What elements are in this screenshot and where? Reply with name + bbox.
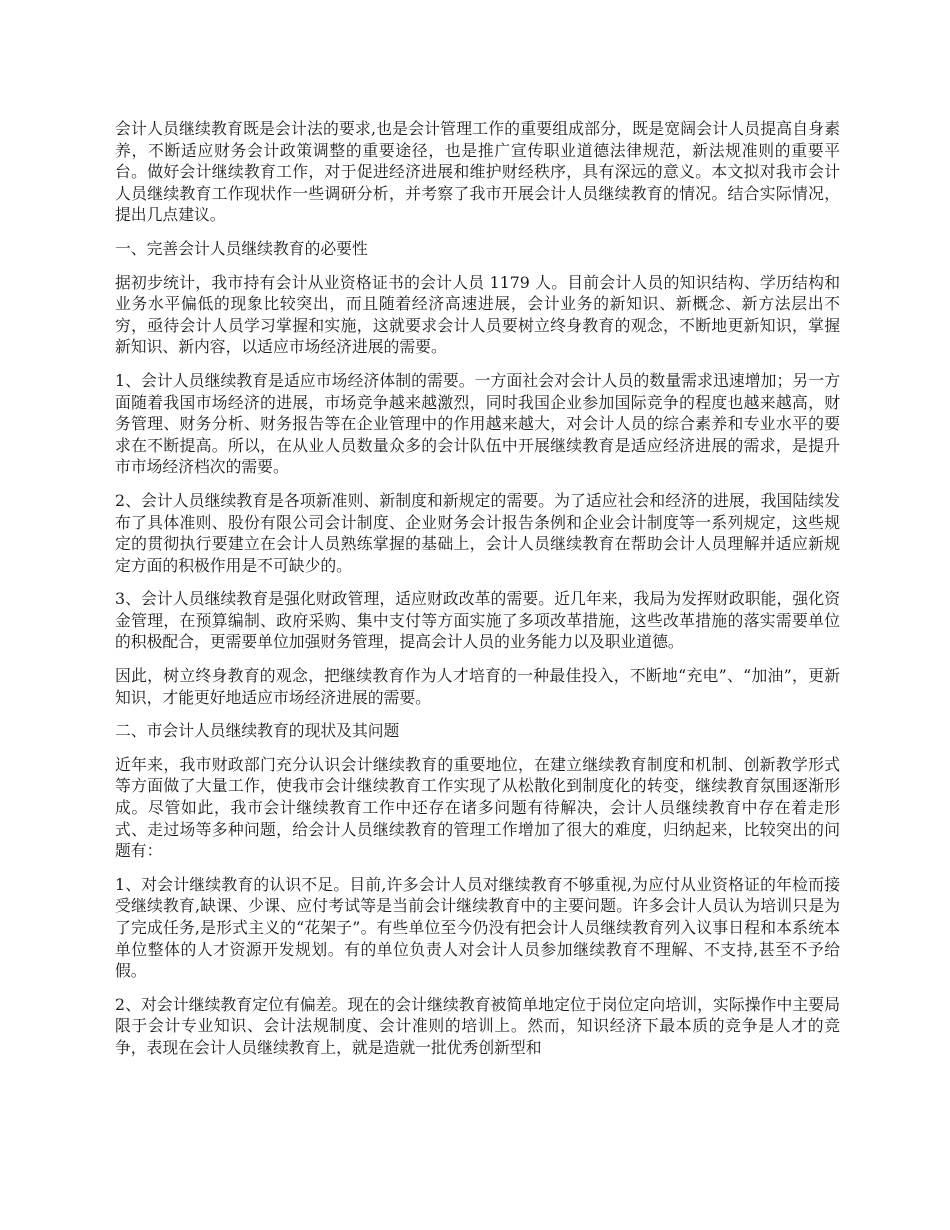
point-3-paragraph: 3、会计人员继续教育是强化财政管理，适应财政改革的需要。近几年来，我局为发挥财政职能，强化资金管理，在预算编制、政府采购、集中支付等方面实施了多项改革措施，这些改革措施的落实需要单位的积极配合，更需要单位加强财务管理，提高会计人员的业务能力以及职业道德。 xyxy=(115,589,840,652)
point-1-paragraph: 1、会计人员继续教育是适应市场经济体制的需要。一方面社会对会计人员的数量需求迅速增加；另一方面随着我国市场经济的进展，市场竞争越来越激烈，同时我国企业参加国际竞争的程度也越来越高，财务管理、财务分析、财务报告等在企业管理中的作用越来越大，对会计人员的综合素养和专业水平的要求在不断提高。所以，在从业人员数量众多的会计队伍中开展继续教育是适应经济进展的需求，是提升市市场经济档次的需要。 xyxy=(115,370,840,477)
section-heading-2: 二、市会计人员继续教育的现状及其问题 xyxy=(115,721,400,741)
status-paragraph: 近年来，我市财政部门充分认识会计继续教育的重要地位，在建立继续教育制度和机制、创新教学形式等方面做了大量工作，使我市会计继续教育工作实现了从松散化到制度化的转变，继续教育氛围逐渐形成。尽管如此，我市会计继续教育工作中还存在诸多问题有待解决，会计人员继续教育中存在着走形式、走过场等多种问题，给会计人员继续教育的管理工作增加了很大的难度，归纳起来，比较突出的问题有： xyxy=(115,754,840,861)
problem-1-paragraph: 1、对会计继续教育的认识不足。目前,许多会计人员对继续教育不够重视,为应付从业资格证的年检而接受继续教育,缺课、少课、应付考试等是当前会计继续教育中的主要问题。许多会计人员认为培训只是为了完成任务,是形式主义的“花架子”。有些单位至今仍没有把会计人员继续教育列入议事日程和本系统本单位整体的人才资源开发规划。有的单位负责人对会计人员参加继续教育不理解、不支持,甚至不予给假。 xyxy=(115,874,840,981)
problem-2-paragraph: 2、对会计继续教育定位有偏差。现在的会计继续教育被简单地定位于岗位定向培训，实际操作中主要局限于会计专业知识、会计法规制度、会计准则的培训上。然而，知识经济下最本质的竞争是人才的竞争，表现在会计人员继续教育上，就是造就一批优秀创新型和 xyxy=(115,994,840,1057)
document-body xyxy=(115,118,840,1071)
section-heading-1: 一、完善会计人员继续教育的必要性 xyxy=(115,238,368,258)
conclusion-paragraph: 因此，树立终身教育的观念，把继续教育作为人才培育的一种最佳投入，不断地“充电”、“加油”，更新知识，才能更好地适应市场经济进展的需要。 xyxy=(115,666,840,707)
point-2-paragraph: 2、会计人员继续教育是各项新准则、新制度和新规定的需要。为了适应社会和经济的进展，我国陆续发布了具体准则、股份有限公司会计制度、企业财务会计报告条例和企业会计制度等一系列规定，这些规定的贯彻执行要建立在会计人员熟练掌握的基础上，会计人员继续教育在帮助会计人员理解并适应新规定方面的积极作用是不可缺少的。 xyxy=(115,490,840,575)
intro-paragraph: 会计人员继续教育既是会计法的要求,也是会计管理工作的重要组成部分，既是宽阔会计人员提高自身素养，不断适应财务会计政策调整的重要途径，也是推广宣传职业道德法律规范，新法规准则的重要平台。做好会计继续教育工作，对于促进经济进展和维护财经秩序，具有深远的意义。本文拟对我市会计人员继续教育工作现状作一些调研分析，并考察了我市开展会计人员继续教育的情况。结合实际情况，提出几点建议。 xyxy=(115,119,840,225)
statistics-paragraph: 据初步统计，我市持有会计从业资格证书的会计人员 1179 人。目前会计人员的知识结构、学历结构和业务水平偏低的现象比较突出，而且随着经济高速进展，会计业务的新知识、新概念、新方法层出不穷，亟待会计人员学习掌握和实施，这就要求会计人员要树立终身教育的观念，不断地更新知识，掌握新知识、新内容，以适应市场经济进展的需要。 xyxy=(115,272,840,357)
